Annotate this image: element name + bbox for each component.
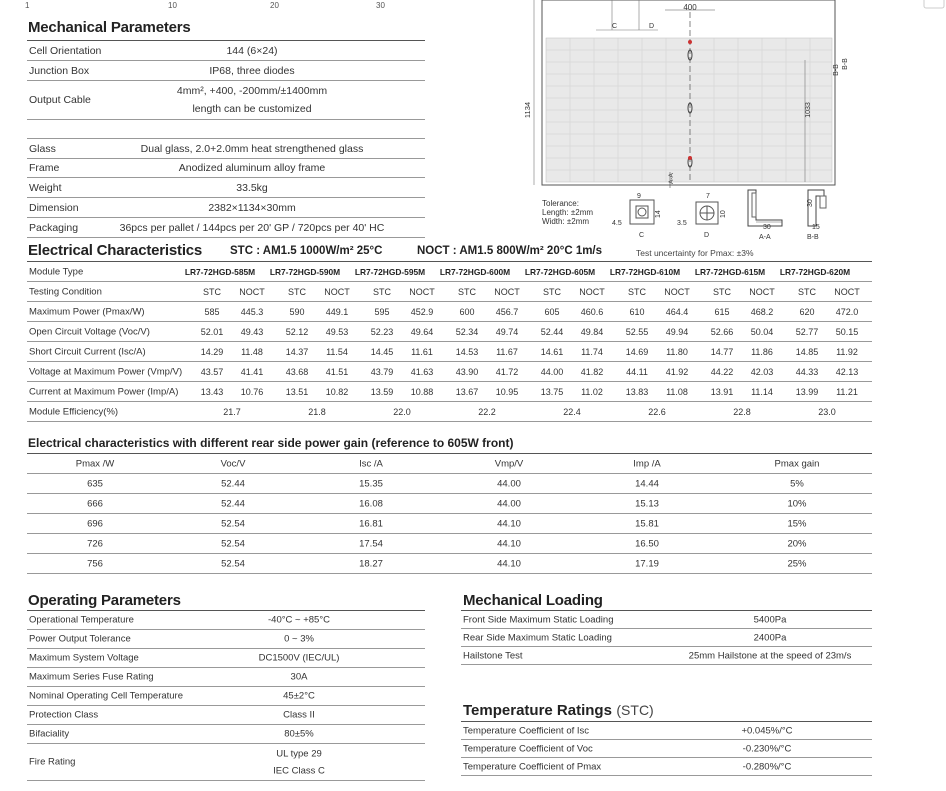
table-cell: 11.48 [241,346,263,357]
table-cell: 49.43 [240,326,264,337]
row-label: Front Side Maximum Static Loading [463,614,614,625]
table-cell: 25% [787,558,807,569]
table-row [461,722,872,740]
model-name: LR7-72HGD-595M [354,266,426,277]
table-row [27,362,872,382]
table-cell: 52.44 [221,498,245,509]
table-cell: 52.44 [221,478,245,489]
table-cell: 15.13 [635,498,659,509]
row-value: +0.045%/°C [741,725,793,736]
row-value: 25mm Hailstone at the speed of 23m/s [688,650,852,661]
row-label: Hailstone Test [463,650,523,661]
section-title-wrap [463,702,654,720]
detail-c-side: 14 [655,210,662,218]
table-cell: 18.27 [359,558,383,569]
table-cell: 52.44 [540,326,564,337]
table-cell: 41.82 [580,366,604,377]
section-a-marker: A-A [668,173,675,184]
table-row [27,402,872,422]
column-header: Pmax gain [774,458,820,469]
table-cell: 11.21 [836,386,858,397]
table-cell: 52.54 [221,518,245,529]
mechanical-loading [461,590,872,670]
table-cell: 44.22 [710,366,734,377]
table-row [461,740,872,758]
row-label: Packaging [29,221,79,234]
row-value: 2382×1134×30mm [208,201,296,214]
table-row [27,706,425,725]
section-title: Mechanical Parameters [28,19,191,36]
table-cell: 10.76 [240,386,264,397]
temperature-ratings [461,700,872,780]
table-cell: 41.63 [410,366,434,377]
row-value: UL type 29 [276,748,322,760]
table-cell: 52.12 [285,326,309,337]
detail-c-top: 9 [637,193,641,200]
table-cell: 460.6 [580,306,604,317]
table-cell: 17.19 [635,558,659,569]
efficiency-cell: 22.2 [478,406,496,417]
row-label: Voltage at Maximum Power (Vmp/V) [29,366,183,377]
table-cell: 11.14 [751,386,773,397]
table-cell: 44.00 [497,478,521,489]
row-label: Current at Maximum Power (Imp/A) [29,386,179,397]
table-cell: 41.72 [495,366,519,377]
condition-stc: STC [203,286,221,297]
table-cell: 43.79 [370,366,394,377]
table-cell: 44.00 [497,498,521,509]
table-row [27,514,872,534]
row-value: -0.230%/°C [742,743,792,754]
table-cell: 666 [87,498,103,509]
model-name: LR7-72HGD-590M [269,266,341,277]
table-cell: 13.59 [370,386,394,397]
table-cell: 11.74 [581,346,603,357]
table-cell: 43.90 [455,366,479,377]
row-label: Protection Class [29,709,99,721]
table-cell: 44.33 [795,366,819,377]
row-label: Frame [29,161,60,174]
height-dimension: 1134 [523,101,532,119]
table-row [27,687,425,706]
table-cell: 14.45 [370,346,394,357]
row-label: Temperature Coefficient of Pmax [463,761,602,772]
column-header: Isc /A [359,458,383,469]
table-row [27,554,872,574]
mechanical-parameters [27,18,425,234]
row-value: 5400Pa [753,614,787,625]
table-cell: 50.04 [750,326,774,337]
table-cell: 13.83 [625,386,649,397]
table-cell: 11.61 [411,346,433,357]
table-cell: 11.54 [326,346,348,357]
operating-parameters [27,590,425,780]
table-cell: 50.15 [835,326,859,337]
detail-aa [748,190,782,241]
table-cell: 468.2 [750,306,774,317]
section-b-label: B-B [833,64,840,76]
ruler-mark: 1 [25,1,30,10]
detail-c [612,193,662,239]
rear-gain-section [27,436,872,576]
condition-noct: NOCT [239,286,265,297]
table-cell: 52.23 [370,326,394,337]
ruler-mark: 10 [168,1,177,10]
table-header-row [27,454,872,474]
table-row [27,282,872,302]
table-row [27,630,425,649]
efficiency-cell: 21.7 [223,406,241,417]
table-cell: 11.92 [836,346,858,357]
table-row [27,158,425,178]
table-cell: 15% [787,518,807,529]
condition-stc: STC [798,286,816,297]
stc-condition: STC : AM1.5 1000W/m² 25°C [230,245,383,257]
row-label: Output Cable [29,94,91,106]
row-value-2: length can be customized [192,103,312,115]
row-value: 0 ~ 3% [284,633,314,645]
table-cell: 472.0 [835,306,859,317]
table-cell: 49.84 [580,326,604,337]
table-cell: 52.54 [221,538,245,549]
table-cell: 20% [787,538,807,549]
table-cell: 49.53 [325,326,349,337]
corner-tab-shape [906,0,946,14]
row-value: 80±5% [284,728,314,740]
table-row [27,534,872,554]
row-label: Glass [29,142,56,155]
efficiency-cell: 21.8 [308,406,326,417]
table-cell: 14.44 [635,478,659,489]
section-title: Electrical Characteristics [28,242,203,259]
uncertainty-note: Test uncertainty for Pmax: ±3% [636,248,754,258]
row-label: Temperature Coefficient of Isc [463,725,590,736]
condition-stc: STC [458,286,476,297]
table-cell: 11.86 [751,346,773,357]
detail-d-side: 10 [720,210,727,218]
table-cell: 52.55 [625,326,649,337]
row-label: Weight [29,181,62,194]
table-row [27,668,425,687]
row-label: Cell Orientation [29,44,102,57]
table-row [27,474,872,494]
module-drawing [520,0,900,245]
table-cell: 595 [374,306,390,317]
section-title: Mechanical Loading [463,592,603,609]
table-cell: 14.77 [710,346,734,357]
row-label: Module Type [29,266,84,277]
table-cell: 44.00 [540,366,564,377]
column-header: Pmax /W [75,458,115,469]
electrical-characteristics [27,240,872,425]
table-cell: 42.03 [750,366,774,377]
row-label: Dimension [29,201,79,214]
table-row [27,178,425,198]
table-row [27,382,872,402]
table-row [27,342,872,362]
table-row [27,649,425,668]
table-cell: 44.10 [497,538,521,549]
table-cell: 52.66 [710,326,734,337]
table-cell: 726 [87,538,103,549]
row-label: Short Circuit Current (Isc/A) [29,346,146,357]
detail-bb-width: 15 [812,224,820,231]
table-row [27,81,425,120]
table-row [27,494,872,514]
table-cell: 43.57 [200,366,224,377]
table-cell: 44.10 [497,518,521,529]
table-row [461,629,872,647]
efficiency-cell: 22.8 [733,406,751,417]
table-cell: 445.3 [240,306,264,317]
table-cell: 13.43 [200,386,224,397]
table-cell: 44.11 [626,366,648,377]
row-label: Operational Temperature [29,614,134,626]
row-value: 45±2°C [283,690,315,702]
row-value: 144 (6×24) [226,44,278,57]
row-value: IP68, three diodes [209,64,295,77]
table-cell: 15.81 [635,518,659,529]
table-cell: 11.67 [496,346,518,357]
table-cell: 14.85 [795,346,819,357]
table-row [27,744,425,781]
table-row [27,611,425,630]
row-label: Fire Rating [29,756,76,768]
table-cell: 10% [787,498,807,509]
table-row [27,41,425,61]
row-label: Temperature Coefficient of Voc [463,743,593,754]
condition-noct: NOCT [664,286,690,297]
detail-bb-label: B-B [807,234,819,241]
table-cell: 49.64 [410,326,434,337]
condition-stc: STC [713,286,731,297]
table-cell: 456.7 [495,306,519,317]
model-name: LR7-72HGD-615M [694,266,766,277]
section-b-label: B-B [842,58,849,70]
section-title: Temperature Ratings [463,702,612,719]
row-value-2: IEC Class C [273,765,325,777]
model-name: LR7-72HGD-620M [779,266,851,277]
table-cell: 635 [87,478,103,489]
table-row [27,218,425,238]
ruler-mark: 30 [376,1,385,10]
table-row [27,198,425,218]
model-name: LR7-72HGD-585M [184,266,256,277]
condition-noct: NOCT [494,286,520,297]
table-cell: 10.88 [410,386,434,397]
detail-bb-height: 30 [807,199,814,207]
corner-tab[interactable] [906,0,946,14]
table-cell: 756 [87,558,103,569]
efficiency-cell: 22.6 [648,406,666,417]
model-name: LR7-72HGD-610M [609,266,681,277]
table-cell: 41.41 [240,366,264,377]
table-cell: 605 [544,306,560,317]
detail-c-left: 4.5 [612,220,622,227]
table-cell: 13.99 [795,386,819,397]
row-label: Maximum Series Fuse Rating [29,671,154,683]
table-cell: 14.61 [540,346,564,357]
column-header: Vmp/V [494,458,524,469]
row-label: Open Circuit Voltage (Voc/V) [29,326,150,337]
table-row [461,758,872,776]
table-cell: 14.29 [200,346,224,357]
table-cell: 585 [204,306,220,317]
row-value: 36pcs per pallet / 144pcs per 20' GP / 720pcs per 40' HC [119,221,385,234]
row-value: Dual glass, 2.0+2.0mm heat strengthened glass [140,142,364,155]
table-cell: 49.94 [665,326,689,337]
condition-stc: STC [373,286,391,297]
row-label: Rear Side Maximum Static Loading [463,632,612,643]
table-row [27,302,872,322]
row-value: 30A [290,671,308,683]
table-cell: 600 [459,306,475,317]
row-value: -0.280%/°C [742,761,792,772]
table-cell: 11.80 [666,346,688,357]
table-row [461,611,872,629]
detail-bb [807,190,826,241]
table-cell: 16.81 [359,518,383,529]
table-cell: 44.10 [497,558,521,569]
condition-stc: STC [543,286,561,297]
table-cell: 13.91 [710,386,734,397]
condition-noct: NOCT [579,286,605,297]
condition-noct: NOCT [324,286,350,297]
table-cell: 11.02 [581,386,603,397]
table-row [27,138,425,159]
table-row [27,262,872,282]
table-cell: 11.08 [666,386,688,397]
ruler-mark: 20 [270,1,279,10]
inner-dimension: 1033 [805,102,812,118]
table-cell: 615 [714,306,730,317]
table-row [27,61,425,81]
detail-d [677,193,727,239]
table-cell: 17.54 [359,538,383,549]
table-cell: 464.4 [665,306,689,317]
rear-gain-table [27,454,872,574]
table-cell: 52.34 [455,326,479,337]
row-label: Nominal Operating Cell Temperature [29,690,184,702]
table-cell: 41.51 [325,366,349,377]
row-value: 33.5kg [236,181,268,194]
efficiency-cell: 22.0 [393,406,411,417]
table-cell: 620 [799,306,815,317]
table-cell: 16.08 [359,498,383,509]
table-cell: 14.37 [285,346,309,357]
table-row [461,647,872,665]
row-label: Maximum System Voltage [29,652,139,664]
row-label: Power Output Tolerance [29,633,131,645]
condition-stc: STC [288,286,306,297]
row-value: 2400Pa [753,632,787,643]
table-cell: 452.9 [410,306,434,317]
table-cell: 43.68 [285,366,309,377]
column-header: Voc/V [220,458,246,469]
table-cell: 52.01 [200,326,224,337]
table-cell: 10.95 [495,386,519,397]
efficiency-cell: 23.0 [818,406,836,417]
noct-condition: NOCT : AM1.5 800W/m² 20°C 1m/s [417,245,603,257]
column-header: Imp /A [633,458,661,469]
efficiency-cell: 22.4 [563,406,581,417]
detail-d-label: D [704,232,710,239]
table-cell: 13.75 [540,386,564,397]
section-title: Electrical characteristics with different rear side power gain (reference to 605W front) [28,436,514,450]
table-cell: 52.77 [795,326,819,337]
detail-d-left: 3.5 [677,220,687,227]
row-label: Junction Box [29,64,90,77]
tolerance-width: Width: ±2mm [542,217,590,226]
detail-c-label: C [639,232,645,239]
table-cell: 42.13 [835,366,859,377]
ruler [0,0,540,12]
table-cell: 41.92 [665,366,689,377]
table-cell: 14.53 [455,346,479,357]
top-dimension: 400 [683,3,697,12]
detail-aa-width: 30 [763,224,771,231]
table-cell: 590 [289,306,305,317]
table-cell: 14.69 [625,346,649,357]
tolerance-length: Length: ±2mm [542,208,594,217]
tolerance-title: Tolerance: [542,199,579,208]
condition-noct: NOCT [749,286,775,297]
table-cell: 696 [87,518,103,529]
detail-aa-label: A-A [759,234,771,241]
row-label: Maximum Power (Pmax/W) [29,306,145,317]
model-name: LR7-72HGD-605M [524,266,596,277]
label-c: C [612,23,618,30]
model-name: LR7-72HGD-600M [439,266,511,277]
table-row [27,322,872,342]
table-cell: 13.67 [455,386,479,397]
condition-stc: STC [628,286,646,297]
ec-table [27,262,872,422]
row-value: Anodized aluminum alloy frame [178,161,326,174]
section-title-suffix: (STC) [616,702,654,718]
detail-d-top: 7 [706,193,710,200]
row-label: Module Efficiency(%) [29,406,119,417]
row-label: Bifaciality [29,728,70,740]
label-d: D [649,23,655,30]
table-cell: 16.50 [635,538,659,549]
row-label: Testing Condition [29,286,102,297]
table-cell: 52.54 [221,558,245,569]
row-value: 4mm², +400, -200mm/±1400mm [176,85,328,97]
table-cell: 49.74 [495,326,519,337]
condition-noct: NOCT [834,286,860,297]
table-row [27,725,425,744]
table-cell: 13.51 [285,386,309,397]
row-value: DC1500V (IEC/UL) [258,652,340,664]
table-cell: 15.35 [359,478,383,489]
row-value: -40°C ~ +85°C [268,614,330,626]
row-value: Class II [283,709,315,721]
table-cell: 610 [629,306,645,317]
table-cell: 449.1 [325,306,349,317]
table-cell: 10.82 [325,386,349,397]
condition-noct: NOCT [409,286,435,297]
section-title: Operating Parameters [28,592,181,609]
table-cell: 5% [790,478,804,489]
